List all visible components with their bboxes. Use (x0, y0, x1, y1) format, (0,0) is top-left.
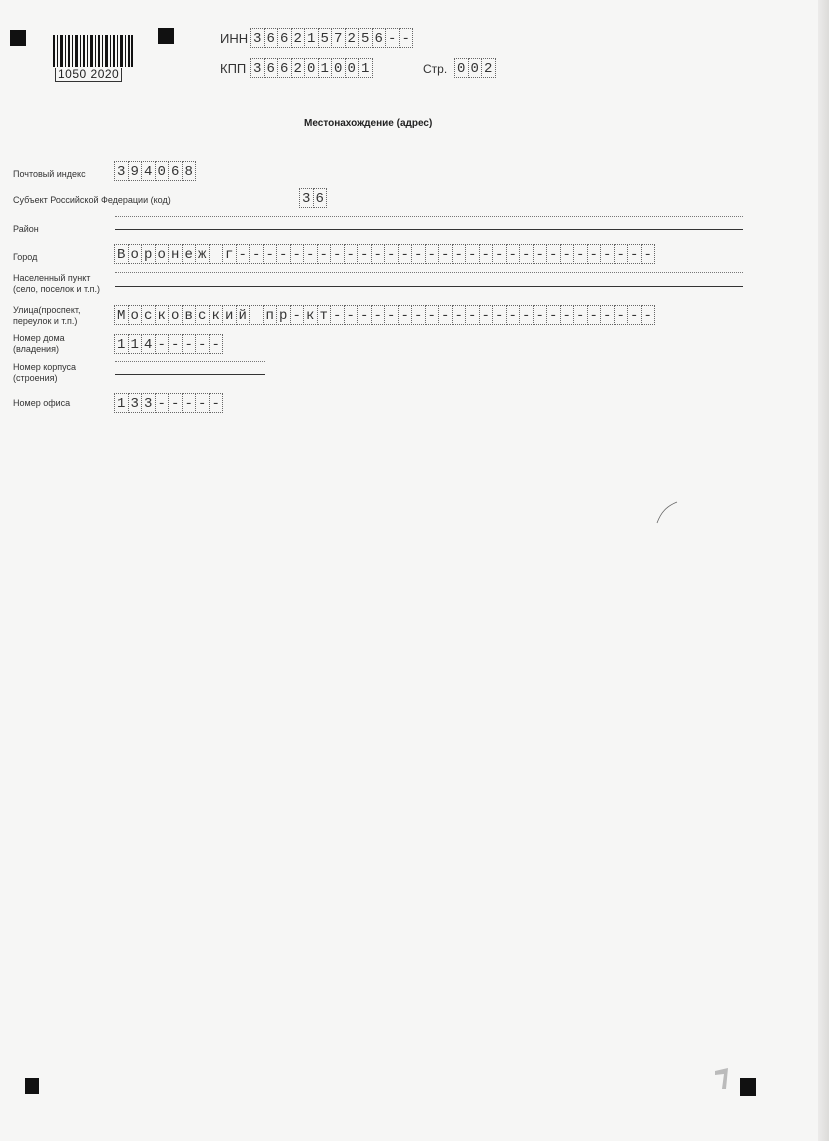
char-cell: 5 (318, 28, 333, 48)
corner-marker-bottom-right (740, 1078, 756, 1096)
section-title: Местонахождение (адрес) (304, 118, 433, 129)
char-cell: - (290, 305, 305, 325)
char-cell: - (533, 244, 548, 264)
char-cell: 1 (304, 28, 319, 48)
char-cell: 7 (331, 28, 346, 48)
char-cell: - (195, 393, 210, 413)
char-cell: - (600, 244, 615, 264)
char-cell: - (573, 244, 588, 264)
page-label: Стр. (423, 62, 448, 76)
char-cell: - (465, 305, 480, 325)
char-cell: - (276, 244, 291, 264)
postal-code-cells (115, 161, 196, 181)
inn-label: ИНН (220, 31, 249, 46)
char-cell: е (182, 244, 197, 264)
char-cell: - (209, 393, 224, 413)
district-dots (115, 216, 743, 217)
char-cell: - (398, 305, 413, 325)
char-cell: - (641, 305, 656, 325)
char-cell: 3 (141, 393, 156, 413)
char-cell: - (627, 244, 642, 264)
page-right-shadow (818, 0, 829, 1141)
char-cell: к (209, 305, 224, 325)
char-cell: - (411, 244, 426, 264)
inn-cells (251, 28, 413, 48)
char-cell: - (290, 244, 305, 264)
char-cell: 2 (481, 58, 496, 78)
char-cell: - (182, 334, 197, 354)
char-cell: - (627, 305, 642, 325)
char-cell: - (546, 305, 561, 325)
char-cell: - (546, 244, 561, 264)
char-cell: В (114, 244, 129, 264)
char-cell: 6 (277, 28, 292, 48)
char-cell: - (479, 305, 494, 325)
char-cell: - (452, 305, 467, 325)
char-cell: - (263, 244, 278, 264)
char-cell: о (128, 244, 143, 264)
char-cell: 0 (331, 58, 346, 78)
char-cell: с (195, 305, 210, 325)
page-cells (455, 58, 496, 78)
house-label-line2: (владения) (13, 344, 59, 354)
barcode-icon (53, 35, 133, 67)
char-cell: 3 (128, 393, 143, 413)
char-cell: 0 (345, 58, 360, 78)
char-cell: 5 (358, 28, 373, 48)
char-cell: п (263, 305, 278, 325)
region-label: Субъект Российской Федерации (код) (13, 195, 171, 205)
char-cell: М (114, 305, 129, 325)
char-cell: о (168, 305, 183, 325)
char-cell: - (573, 305, 588, 325)
street-label (13, 305, 80, 327)
char-cell: 6 (264, 28, 279, 48)
char-cell: - (249, 244, 264, 264)
char-cell: н (168, 244, 183, 264)
locality-label-line2: (село, поселок и т.п.) (13, 284, 100, 294)
char-cell: 6 (372, 28, 387, 48)
char-cell: - (168, 393, 183, 413)
char-cell: - (344, 305, 359, 325)
char-cell: к (155, 305, 170, 325)
building-label-line2: (строения) (13, 373, 58, 383)
char-cell: 1 (114, 393, 129, 413)
char-cell: - (371, 305, 386, 325)
char-cell: - (330, 244, 345, 264)
char-cell: в (182, 305, 197, 325)
char-cell: - (506, 244, 521, 264)
char-cell: - (195, 334, 210, 354)
street-label-line2: переулок и т.п.) (13, 316, 78, 326)
char-cell: - (465, 244, 480, 264)
char-cell: - (533, 305, 548, 325)
char-cell: - (641, 244, 656, 264)
char-cell: 3 (114, 161, 129, 181)
char-cell: р (276, 305, 291, 325)
building-label (13, 362, 76, 384)
char-cell: - (384, 305, 399, 325)
locality-line (115, 286, 743, 287)
char-cell: - (614, 244, 629, 264)
corner-marker-top-left (10, 30, 26, 46)
char-cell: - (600, 305, 615, 325)
char-cell: к (303, 305, 318, 325)
postal-code-label: Почтовый индекс (13, 169, 86, 179)
char-cell: - (330, 305, 345, 325)
char-cell: 2 (345, 28, 360, 48)
street-cells (115, 305, 655, 325)
barcode-number: 1050 2020 (55, 68, 122, 82)
char-cell: ж (195, 244, 210, 264)
char-cell: - (182, 393, 197, 413)
char-cell: 3 (250, 28, 265, 48)
char-cell: г (222, 244, 237, 264)
char-cell: - (155, 393, 170, 413)
char-cell: 6 (168, 161, 183, 181)
char-cell: - (587, 244, 602, 264)
char-cell: - (209, 334, 224, 354)
char-cell: о (155, 244, 170, 264)
char-cell: - (506, 305, 521, 325)
char-cell: - (492, 244, 507, 264)
char-cell: 0 (468, 58, 483, 78)
locality-dots (115, 272, 743, 273)
char-cell: - (155, 334, 170, 354)
street-label-line1: Улица(проспект, (13, 305, 81, 315)
char-cell: 6 (264, 58, 279, 78)
char-cell: - (425, 305, 440, 325)
char-cell: - (399, 28, 414, 48)
char-cell: - (317, 244, 332, 264)
char-cell: - (371, 244, 386, 264)
city-label: Город (13, 252, 38, 262)
char-cell: - (425, 244, 440, 264)
district-line (115, 229, 743, 230)
char-cell: 2 (291, 28, 306, 48)
corner-marker-bottom-left (25, 1078, 39, 1094)
office-cells (115, 393, 223, 413)
region-cells (300, 188, 327, 208)
char-cell: и (222, 305, 237, 325)
char-cell: 9 (128, 161, 143, 181)
char-cell: с (141, 305, 156, 325)
char-cell: - (479, 244, 494, 264)
char-cell: - (519, 244, 534, 264)
char-cell: - (560, 244, 575, 264)
char-cell: - (519, 305, 534, 325)
char-cell: - (587, 305, 602, 325)
char-cell: 3 (299, 188, 314, 208)
char-cell: 6 (277, 58, 292, 78)
char-cell: 4 (141, 161, 156, 181)
kpp-label: КПП (220, 61, 247, 76)
char-cell: - (452, 244, 467, 264)
kpp-cells (251, 58, 373, 78)
char-cell: - (344, 244, 359, 264)
char-cell: - (411, 305, 426, 325)
char-cell: 8 (182, 161, 197, 181)
char-cell: 4 (141, 334, 156, 354)
building-line (115, 374, 265, 375)
char-cell: - (385, 28, 400, 48)
char-cell: о (128, 305, 143, 325)
char-cell: 3 (250, 58, 265, 78)
char-cell: 2 (291, 58, 306, 78)
char-cell: - (438, 305, 453, 325)
district-label: Район (13, 224, 39, 234)
char-cell: - (357, 244, 372, 264)
char-cell: - (357, 305, 372, 325)
house-label-line1: Номер дома (13, 333, 65, 343)
char-cell: 0 (454, 58, 469, 78)
char-cell: - (492, 305, 507, 325)
char-cell (249, 305, 264, 325)
char-cell: - (614, 305, 629, 325)
house-cells (115, 334, 223, 354)
house-label (13, 333, 65, 355)
char-cell: р (141, 244, 156, 264)
char-cell: - (560, 305, 575, 325)
char-cell: - (438, 244, 453, 264)
city-cells (115, 244, 655, 264)
office-label: Номер офиса (13, 398, 71, 408)
locality-label-line1: Населенный пункт (13, 273, 91, 283)
char-cell: 0 (304, 58, 319, 78)
char-cell: 1 (128, 334, 143, 354)
char-cell: 0 (155, 161, 170, 181)
scan-artifact-icon (712, 1065, 736, 1091)
char-cell: 1 (114, 334, 129, 354)
char-cell: - (168, 334, 183, 354)
building-dots (115, 361, 265, 362)
char-cell: 6 (313, 188, 328, 208)
char-cell: й (236, 305, 251, 325)
locality-label (13, 273, 100, 295)
char-cell: 1 (358, 58, 373, 78)
char-cell: - (236, 244, 251, 264)
building-label-line1: Номер корпуса (13, 362, 77, 372)
char-cell: - (384, 244, 399, 264)
char-cell (209, 244, 224, 264)
char-cell: т (317, 305, 332, 325)
corner-marker-top-right (158, 28, 174, 44)
char-cell: - (398, 244, 413, 264)
char-cell: - (303, 244, 318, 264)
char-cell: 1 (318, 58, 333, 78)
pen-mark-icon (655, 500, 680, 525)
